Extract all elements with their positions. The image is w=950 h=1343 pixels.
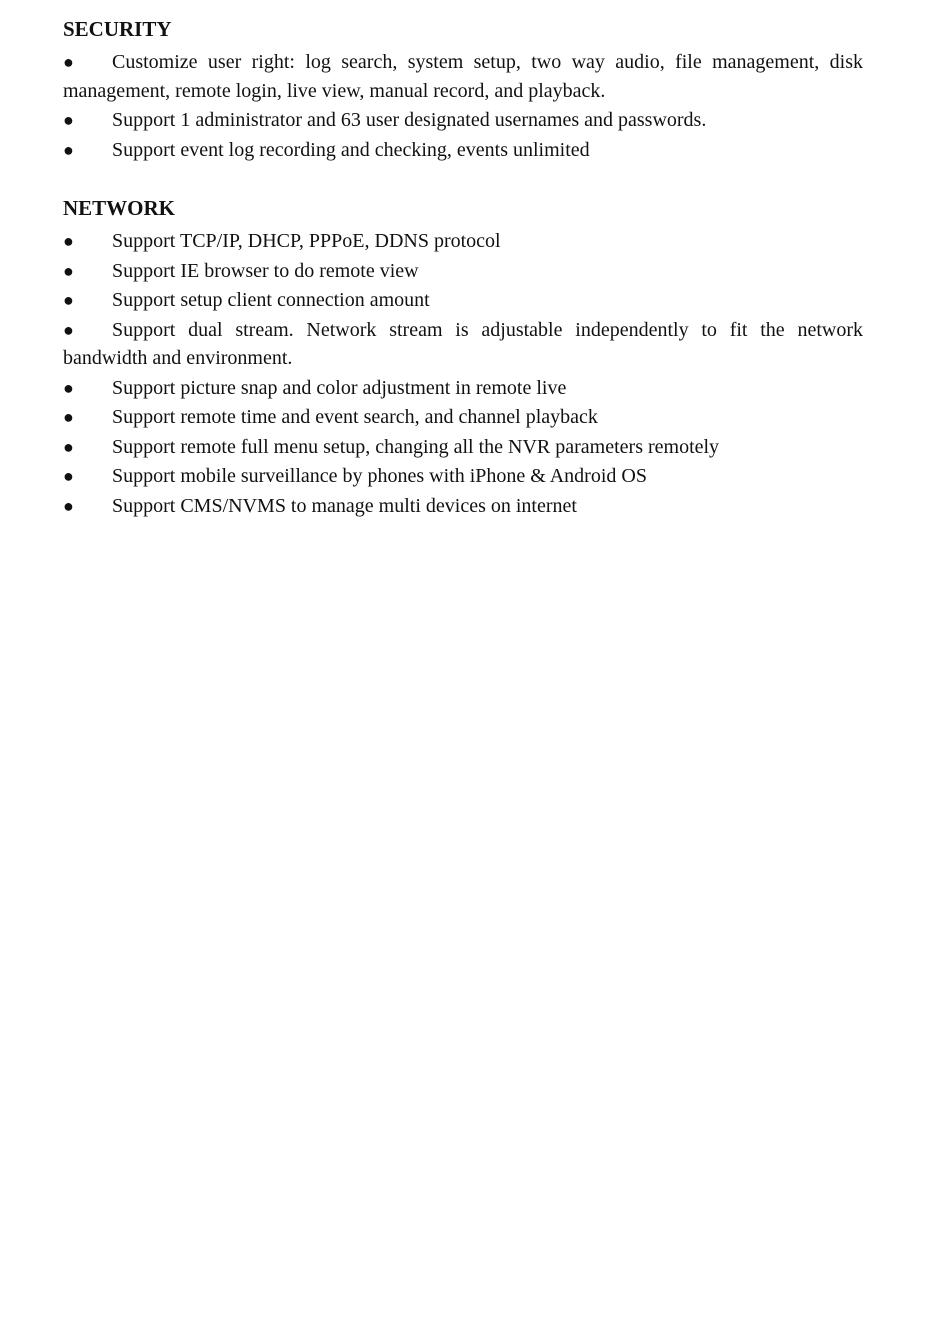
network-item-text: Support mobile surveillance by phones with iPhone & Android OS [112, 465, 647, 487]
network-item-text: Support picture snap and color adjustment in remote live [112, 376, 567, 399]
network-list-item [63, 462, 863, 491]
security-item-text: Support 1 administrator and 63 user designated usernames and passwords. [112, 109, 707, 131]
network-list-item [63, 257, 863, 286]
network-list-item [63, 403, 863, 432]
network-section [63, 193, 863, 520]
network-item-text: Support CMS/NVMS to manage multi devices on internet [112, 494, 577, 517]
network-list-item [63, 316, 863, 373]
network-item-text: Support setup client connection amount [112, 289, 430, 311]
network-heading: NETWORK [63, 196, 176, 220]
bullet-icon: ● [63, 290, 74, 310]
security-item-text: Support event log recording and checking, events unlimited [112, 138, 590, 161]
document-page [63, 14, 863, 521]
security-item-text: Customize user right: log search, system setup, two way audio, file management, disk management, remote login, live view, manual record, and playback. [63, 51, 863, 102]
bullet-icon: ● [63, 495, 74, 516]
bullet-icon: ● [63, 260, 74, 281]
bullet-icon: ● [63, 466, 74, 486]
network-item-text: Support remote time and event search, and channel playback [112, 406, 598, 428]
security-list-item [63, 136, 863, 165]
network-list-item [63, 374, 863, 403]
bullet-icon: ● [63, 319, 74, 340]
network-item-text: Support IE browser to do remote view [112, 259, 419, 282]
network-list-item [63, 492, 863, 521]
security-section [63, 14, 863, 164]
bullet-icon: ● [63, 377, 74, 398]
bullet-icon: ● [63, 52, 74, 72]
network-item-text: Support TCP/IP, DHCP, PPPoE, DDNS protocol [112, 230, 501, 252]
network-list-item [63, 227, 863, 256]
bullet-icon: ● [63, 407, 74, 427]
bullet-icon: ● [63, 436, 74, 457]
network-list-item [63, 433, 863, 462]
security-list-item [63, 48, 863, 105]
network-list-item [63, 286, 863, 315]
security-list-item [63, 106, 863, 135]
security-heading: SECURITY [63, 17, 172, 41]
network-item-text: Support dual stream. Network stream is adjustable independently to fit the network bandwidth and environment. [63, 318, 863, 369]
bullet-icon: ● [63, 139, 74, 160]
network-item-text: Support remote full menu setup, changing all the NVR parameters remotely [112, 435, 720, 458]
bullet-icon: ● [63, 110, 74, 130]
bullet-icon: ● [63, 231, 74, 251]
